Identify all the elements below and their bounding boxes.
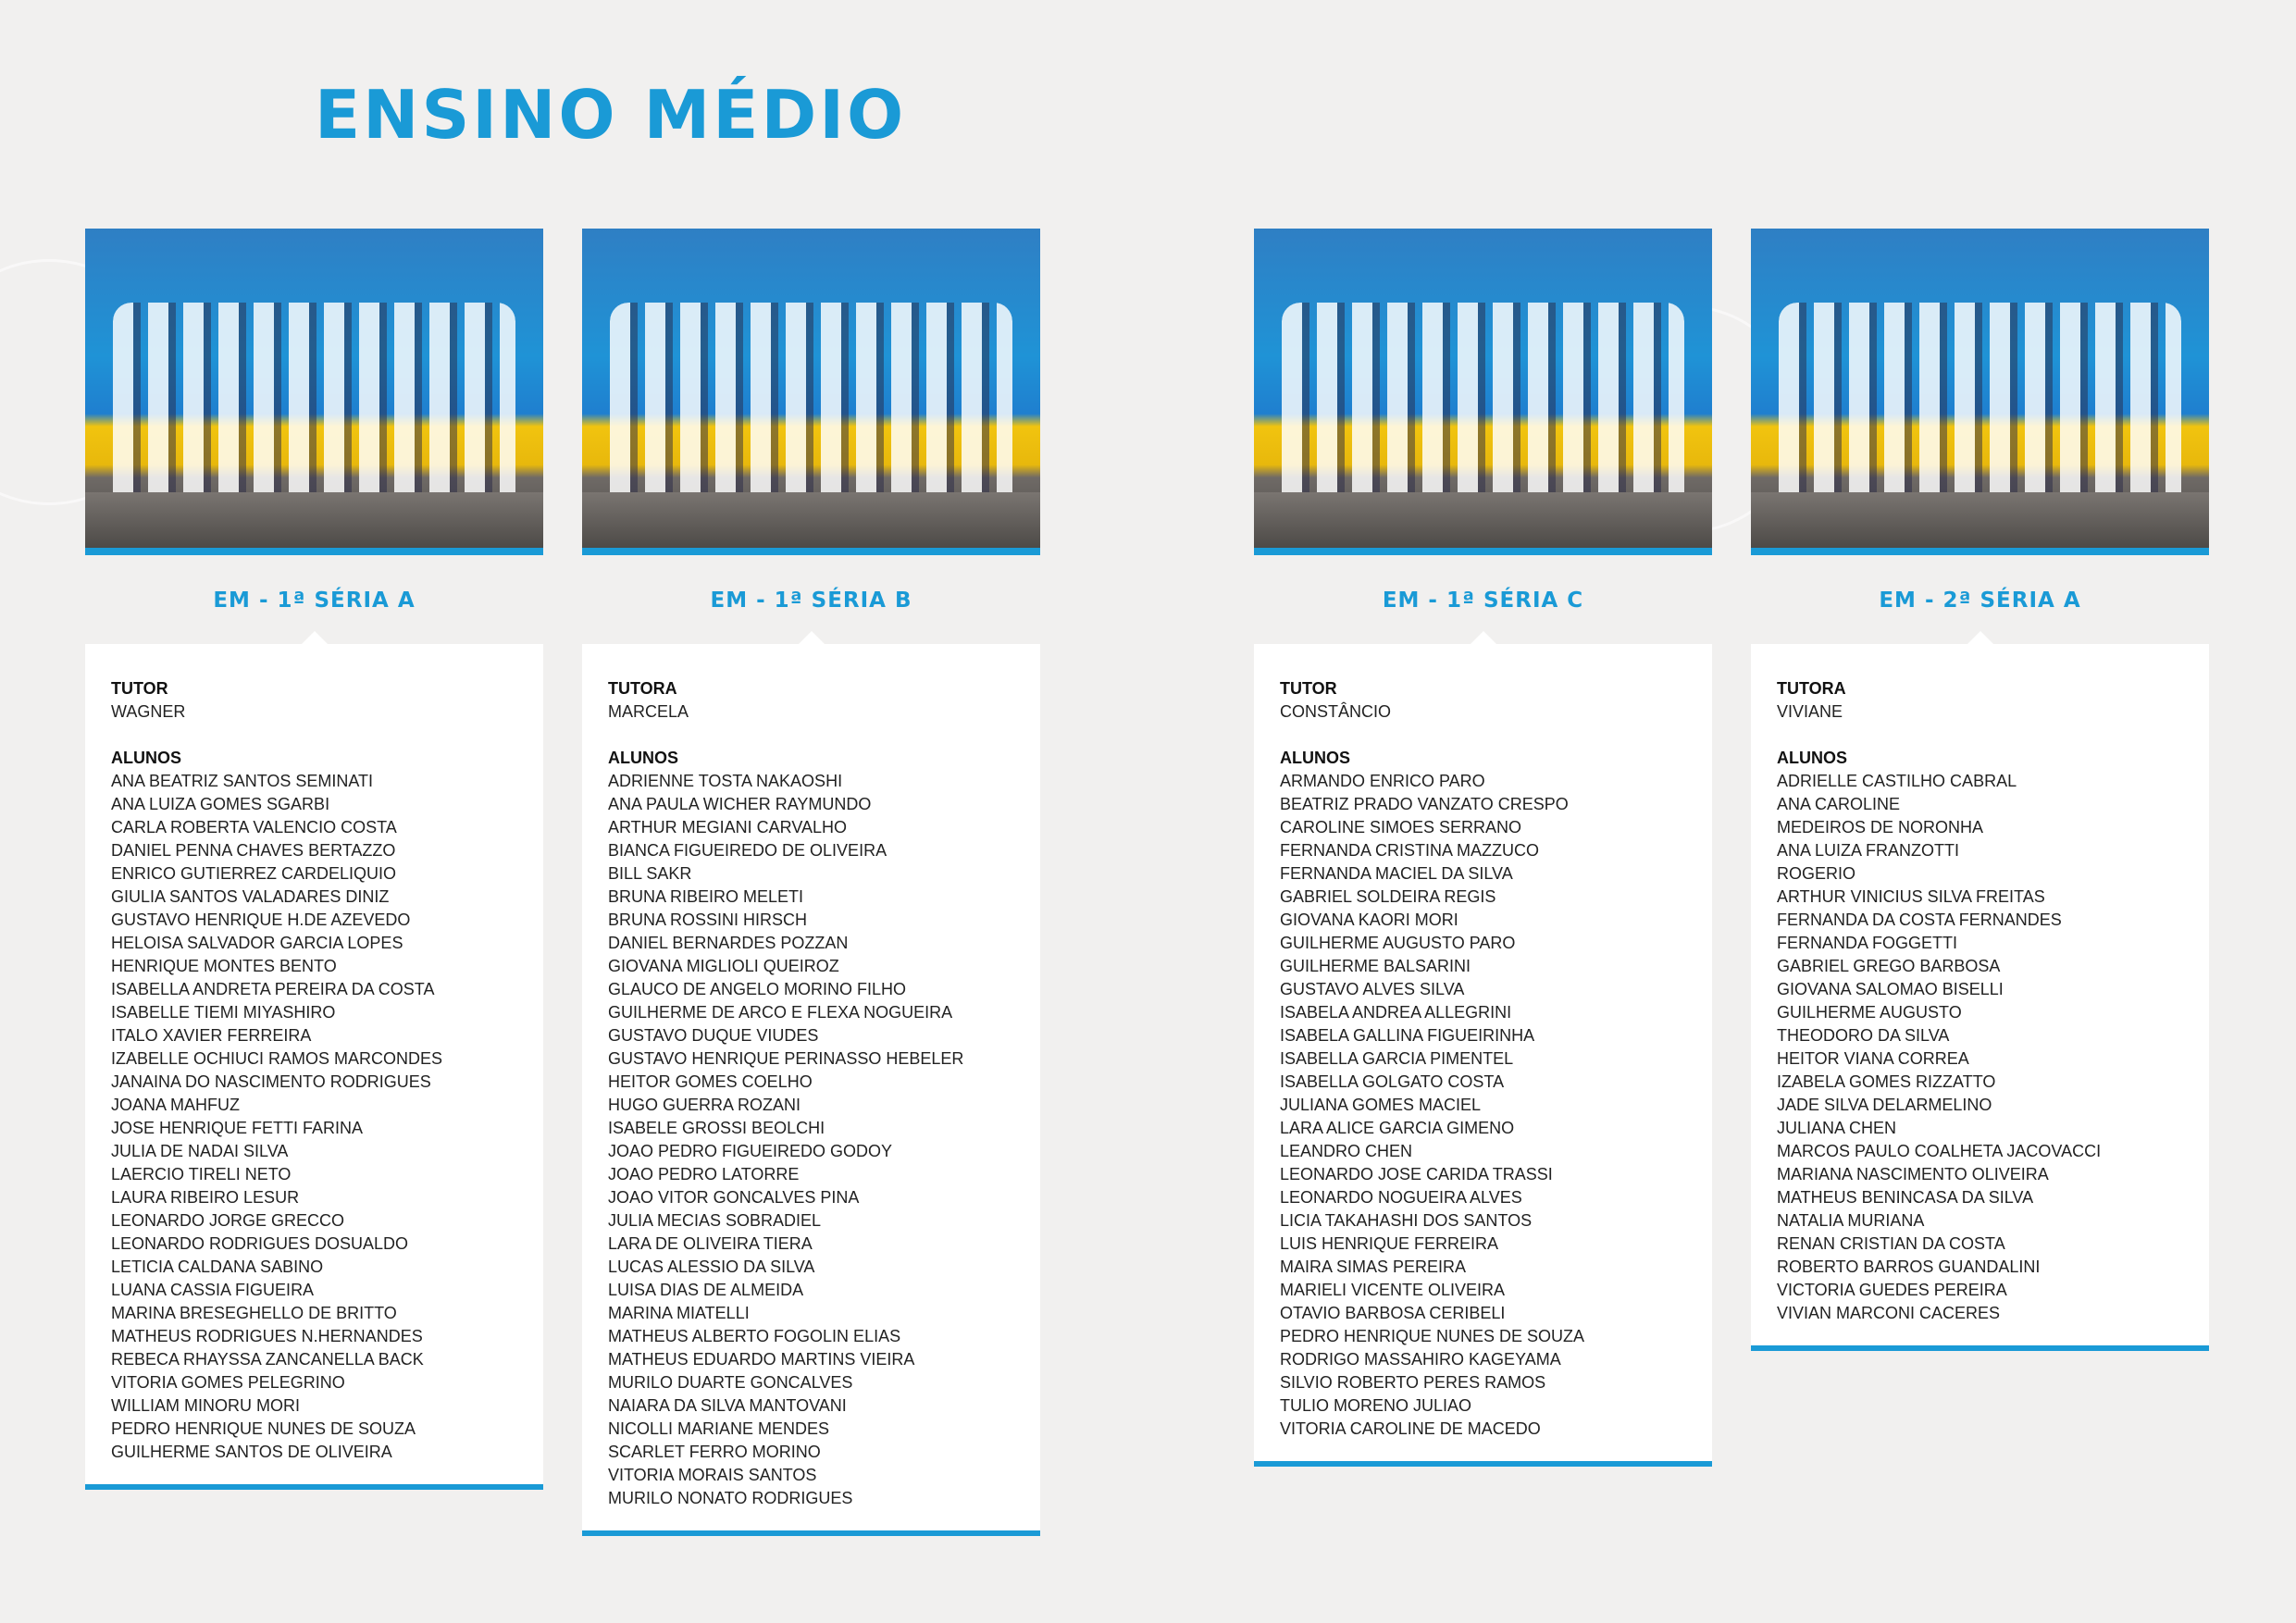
- student-name: HELOISA SALVADOR GARCIA LOPES: [111, 934, 403, 952]
- student-name: LAERCIO TIRELI NETO: [111, 1165, 292, 1183]
- student-name: MAIRA SIMAS PEREIRA: [1280, 1258, 1467, 1276]
- student-list: [111, 770, 517, 1464]
- student-name: GIOVANA KAORI MORI: [1280, 911, 1458, 929]
- class-card-2a: [1751, 229, 2209, 1351]
- student-name: JOAO PEDRO FIGUEIREDO GODOY: [608, 1142, 893, 1160]
- student-name: LARA ALICE GARCIA GIMENO: [1280, 1119, 1515, 1137]
- student-name: ANA PAULA WICHER RAYMUNDO: [608, 795, 872, 813]
- student-name: GIOVANA SALOMAO BISELLI: [1777, 980, 2004, 998]
- student-name: ISABELLA GARCIA PIMENTEL: [1280, 1049, 1514, 1068]
- photo-floor: [582, 492, 1040, 548]
- student-name: ROBERTO BARROS GUANDALINI: [1777, 1258, 2041, 1276]
- student-name: LETICIA CALDANA SABINO: [111, 1258, 324, 1276]
- student-name: MEDEIROS DE NORONHA: [1777, 818, 1984, 836]
- student-name: MATHEUS EDUARDO MARTINS VIEIRA: [608, 1350, 915, 1369]
- student-name: JOANA MAHFUZ: [111, 1096, 241, 1114]
- student-name: IZABELLE OCHIUCI RAMOS MARCONDES: [111, 1049, 443, 1068]
- student-name: GUILHERME AUGUSTO PARO: [1280, 934, 1516, 952]
- class-photo: [85, 229, 543, 555]
- tutor-label: TUTOR: [1280, 679, 1337, 698]
- tutor-name: MARCELA: [608, 702, 689, 721]
- student-name: LEONARDO NOGUEIRA ALVES: [1280, 1188, 1522, 1207]
- student-name: BILL SAKR: [608, 864, 692, 883]
- student-name: LUIS HENRIQUE FERREIRA: [1280, 1234, 1499, 1253]
- student-name: FERNANDA DA COSTA FERNANDES: [1777, 911, 2062, 929]
- student-name: LEANDRO CHEN: [1280, 1142, 1413, 1160]
- student-name: ANA BEATRIZ SANTOS SEMINATI: [111, 772, 374, 790]
- tutor-label: TUTORA: [1777, 679, 1846, 698]
- student-name: PEDRO HENRIQUE NUNES DE SOUZA: [1280, 1327, 1585, 1345]
- page-title: ENSINO MÉDIO: [315, 76, 907, 154]
- student-name: HENRIQUE MONTES BENTO: [111, 957, 337, 975]
- student-name: SILVIO ROBERTO PERES RAMOS: [1280, 1373, 1546, 1392]
- student-name: MATHEUS ALBERTO FOGOLIN ELIAS: [608, 1327, 901, 1345]
- student-name: LEONARDO JORGE GRECCO: [111, 1211, 345, 1230]
- student-name: GUILHERME SANTOS DE OLIVEIRA: [111, 1443, 392, 1461]
- student-group-image: [113, 303, 515, 511]
- student-name: ISABELE GROSSI BEOLCHI: [608, 1119, 825, 1137]
- student-name: VITORIA GOMES PELEGRINO: [111, 1373, 345, 1392]
- student-name: ARTHUR MEGIANI CARVALHO: [608, 818, 848, 836]
- student-name: BRUNA RIBEIRO MELETI: [608, 887, 804, 906]
- student-name: GABRIEL SOLDEIRA REGIS: [1280, 887, 1496, 906]
- student-name: ENRICO GUTIERREZ CARDELIQUIO: [111, 864, 397, 883]
- student-name: ADRIELLE CASTILHO CABRAL: [1777, 772, 2017, 790]
- student-name: RODRIGO MASSAHIRO KAGEYAMA: [1280, 1350, 1561, 1369]
- class-title: EM - 1ª SÉRIA A: [213, 588, 416, 613]
- student-name: ISABELA GALLINA FIGUEIRINHA: [1280, 1026, 1535, 1045]
- student-name: LUCAS ALESSIO DA SILVA: [608, 1258, 815, 1276]
- tutor-label: TUTOR: [111, 679, 168, 698]
- student-name: JULIANA CHEN: [1777, 1119, 1897, 1137]
- students-label: ALUNOS: [1777, 749, 1847, 767]
- tutor-label: TUTORA: [608, 679, 677, 698]
- student-name: VITORIA MORAIS SANTOS: [608, 1466, 817, 1484]
- students-label: ALUNOS: [111, 749, 181, 767]
- student-name: RENAN CRISTIAN DA COSTA: [1777, 1234, 2005, 1253]
- student-name: ANA LUIZA FRANZOTTI: [1777, 841, 1960, 860]
- student-name: ADRIENNE TOSTA NAKAOSHI: [608, 772, 843, 790]
- student-name: VITORIA CAROLINE DE MACEDO: [1280, 1419, 1541, 1438]
- student-list: [608, 770, 1014, 1510]
- student-name: JOAO PEDRO LATORRE: [608, 1165, 800, 1183]
- roster-box: [85, 644, 543, 1490]
- student-name: FERNANDA MACIEL DA SILVA: [1280, 864, 1513, 883]
- tutor-name: CONSTÂNCIO: [1280, 702, 1392, 721]
- photo-floor: [1254, 492, 1712, 548]
- student-name: GUSTAVO DUQUE VIUDES: [608, 1026, 819, 1045]
- student-name: HUGO GUERRA ROZANI: [608, 1096, 801, 1114]
- student-name: TULIO MORENO JULIAO: [1280, 1396, 1472, 1415]
- student-name: NATALIA MURIANA: [1777, 1211, 1925, 1230]
- students-label: ALUNOS: [608, 749, 678, 767]
- student-name: NICOLLI MARIANE MENDES: [608, 1419, 830, 1438]
- student-name: ISABELLE TIEMI MIYASHIRO: [111, 1003, 336, 1022]
- student-name: LARA DE OLIVEIRA TIERA: [608, 1234, 813, 1253]
- student-name: NAIARA DA SILVA MANTOVANI: [608, 1396, 847, 1415]
- student-name: BEATRIZ PRADO VANZATO CRESPO: [1280, 795, 1569, 813]
- student-name: OTAVIO BARBOSA CERIBELI: [1280, 1304, 1506, 1322]
- student-name: VICTORIA GUEDES PEREIRA: [1777, 1281, 2007, 1299]
- student-name: JULIA MECIAS SOBRADIEL: [608, 1211, 822, 1230]
- student-name: GUSTAVO HENRIQUE PERINASSO HEBELER: [608, 1049, 964, 1068]
- student-name: MARIANA NASCIMENTO OLIVEIRA: [1777, 1165, 2049, 1183]
- photo-floor: [1751, 492, 2209, 548]
- student-name: CARLA ROBERTA VALENCIO COSTA: [111, 818, 397, 836]
- student-name: JANAINA DO NASCIMENTO RODRIGUES: [111, 1072, 431, 1091]
- student-name: PEDRO HENRIQUE NUNES DE SOUZA: [111, 1419, 416, 1438]
- class-card-1c: [1254, 229, 1712, 1467]
- student-name: VIVIAN MARCONI CACERES: [1777, 1304, 2001, 1322]
- student-name: WILLIAM MINORU MORI: [111, 1396, 301, 1415]
- class-photo: [582, 229, 1040, 555]
- student-name: REBECA RHAYSSA ZANCANELLA BACK: [111, 1350, 424, 1369]
- student-name: ROGERIO: [1777, 864, 1856, 883]
- student-name: MATHEUS RODRIGUES N.HERNANDES: [111, 1327, 423, 1345]
- student-name: LUANA CASSIA FIGUEIRA: [111, 1281, 315, 1299]
- student-name: MARINA MIATELLI: [608, 1304, 750, 1322]
- student-name: CAROLINE SIMOES SERRANO: [1280, 818, 1522, 836]
- student-name: MURILO NONATO RODRIGUES: [608, 1489, 853, 1507]
- photo-floor: [85, 492, 543, 548]
- student-name: MURILO DUARTE GONCALVES: [608, 1373, 853, 1392]
- student-name: BRUNA ROSSINI HIRSCH: [608, 911, 808, 929]
- student-name: FERNANDA CRISTINA MAZZUCO: [1280, 841, 1540, 860]
- student-name: FERNANDA FOGGETTI: [1777, 934, 1958, 952]
- students-label: ALUNOS: [1280, 749, 1350, 767]
- student-name: MARIELI VICENTE OLIVEIRA: [1280, 1281, 1506, 1299]
- student-group-image: [610, 303, 1012, 511]
- student-name: JADE SILVA DELARMELINO: [1777, 1096, 1992, 1114]
- student-name: DANIEL BERNARDES POZZAN: [608, 934, 849, 952]
- student-name: HEITOR VIANA CORREA: [1777, 1049, 1969, 1068]
- class-card-1b: [582, 229, 1040, 1536]
- student-name: JOAO VITOR GONCALVES PINA: [608, 1188, 860, 1207]
- student-name: SCARLET FERRO MORINO: [608, 1443, 821, 1461]
- student-name: ARMANDO ENRICO PARO: [1280, 772, 1485, 790]
- student-name: ISABELLA ANDRETA PEREIRA DA COSTA: [111, 980, 435, 998]
- student-group-image: [1779, 303, 2181, 511]
- student-name: LEONARDO RODRIGUES DOSUALDO: [111, 1234, 409, 1253]
- student-name: MARINA BRESEGHELLO DE BRITTO: [111, 1304, 397, 1322]
- student-name: ARTHUR VINICIUS SILVA FREITAS: [1777, 887, 2045, 906]
- student-name: ANA LUIZA GOMES SGARBI: [111, 795, 330, 813]
- student-name: LUISA DIAS DE ALMEIDA: [608, 1281, 804, 1299]
- student-name: ISABELLA GOLGATO COSTA: [1280, 1072, 1505, 1091]
- tutor-name: WAGNER: [111, 702, 186, 721]
- student-name: JULIA DE NADAI SILVA: [111, 1142, 289, 1160]
- student-name: GLAUCO DE ANGELO MORINO FILHO: [608, 980, 907, 998]
- student-name: LICIA TAKAHASHI DOS SANTOS: [1280, 1211, 1533, 1230]
- student-name: MATHEUS BENINCASA DA SILVA: [1777, 1188, 2034, 1207]
- class-photo: [1751, 229, 2209, 555]
- class-title: EM - 2ª SÉRIA A: [1879, 588, 2081, 613]
- class-title: EM - 1ª SÉRIA B: [710, 588, 912, 613]
- student-name: JULIANA GOMES MACIEL: [1280, 1096, 1482, 1114]
- student-name: GABRIEL GREGO BARBOSA: [1777, 957, 2001, 975]
- student-name: ISABELA ANDREA ALLEGRINI: [1280, 1003, 1512, 1022]
- class-card-1a: [85, 229, 543, 1490]
- tutor-name: VIVIANE: [1777, 702, 1843, 721]
- student-name: IZABELA GOMES RIZZATTO: [1777, 1072, 1996, 1091]
- student-name: GUILHERME AUGUSTO: [1777, 1003, 1962, 1022]
- class-photo: [1254, 229, 1712, 555]
- student-name: GUSTAVO ALVES SILVA: [1280, 980, 1465, 998]
- student-list: [1777, 770, 2183, 1325]
- student-name: GUILHERME DE ARCO E FLEXA NOGUEIRA: [608, 1003, 953, 1022]
- student-name: HEITOR GOMES COELHO: [608, 1072, 813, 1091]
- student-name: ITALO XAVIER FERREIRA: [111, 1026, 312, 1045]
- student-name: THEODORO DA SILVA: [1777, 1026, 1950, 1045]
- student-name: ANA CAROLINE: [1777, 795, 1901, 813]
- student-name: GIOVANA MIGLIOLI QUEIROZ: [608, 957, 839, 975]
- roster-box: [1751, 644, 2209, 1351]
- student-name: DANIEL PENNA CHAVES BERTAZZO: [111, 841, 396, 860]
- student-name: MARCOS PAULO COALHETA JACOVACCI: [1777, 1142, 2102, 1160]
- student-name: GIULIA SANTOS VALADARES DINIZ: [111, 887, 390, 906]
- student-name: GUILHERME BALSARINI: [1280, 957, 1471, 975]
- roster-box: [582, 644, 1040, 1536]
- student-name: JOSE HENRIQUE FETTI FARINA: [111, 1119, 364, 1137]
- class-title: EM - 1ª SÉRIA C: [1382, 588, 1584, 613]
- student-name: BIANCA FIGUEIREDO DE OLIVEIRA: [608, 841, 887, 860]
- student-name: LEONARDO JOSE CARIDA TRASSI: [1280, 1165, 1553, 1183]
- student-group-image: [1282, 303, 1684, 511]
- student-list: [1280, 770, 1686, 1441]
- roster-box: [1254, 644, 1712, 1467]
- student-name: GUSTAVO HENRIQUE H.DE AZEVEDO: [111, 911, 411, 929]
- student-name: LAURA RIBEIRO LESUR: [111, 1188, 300, 1207]
